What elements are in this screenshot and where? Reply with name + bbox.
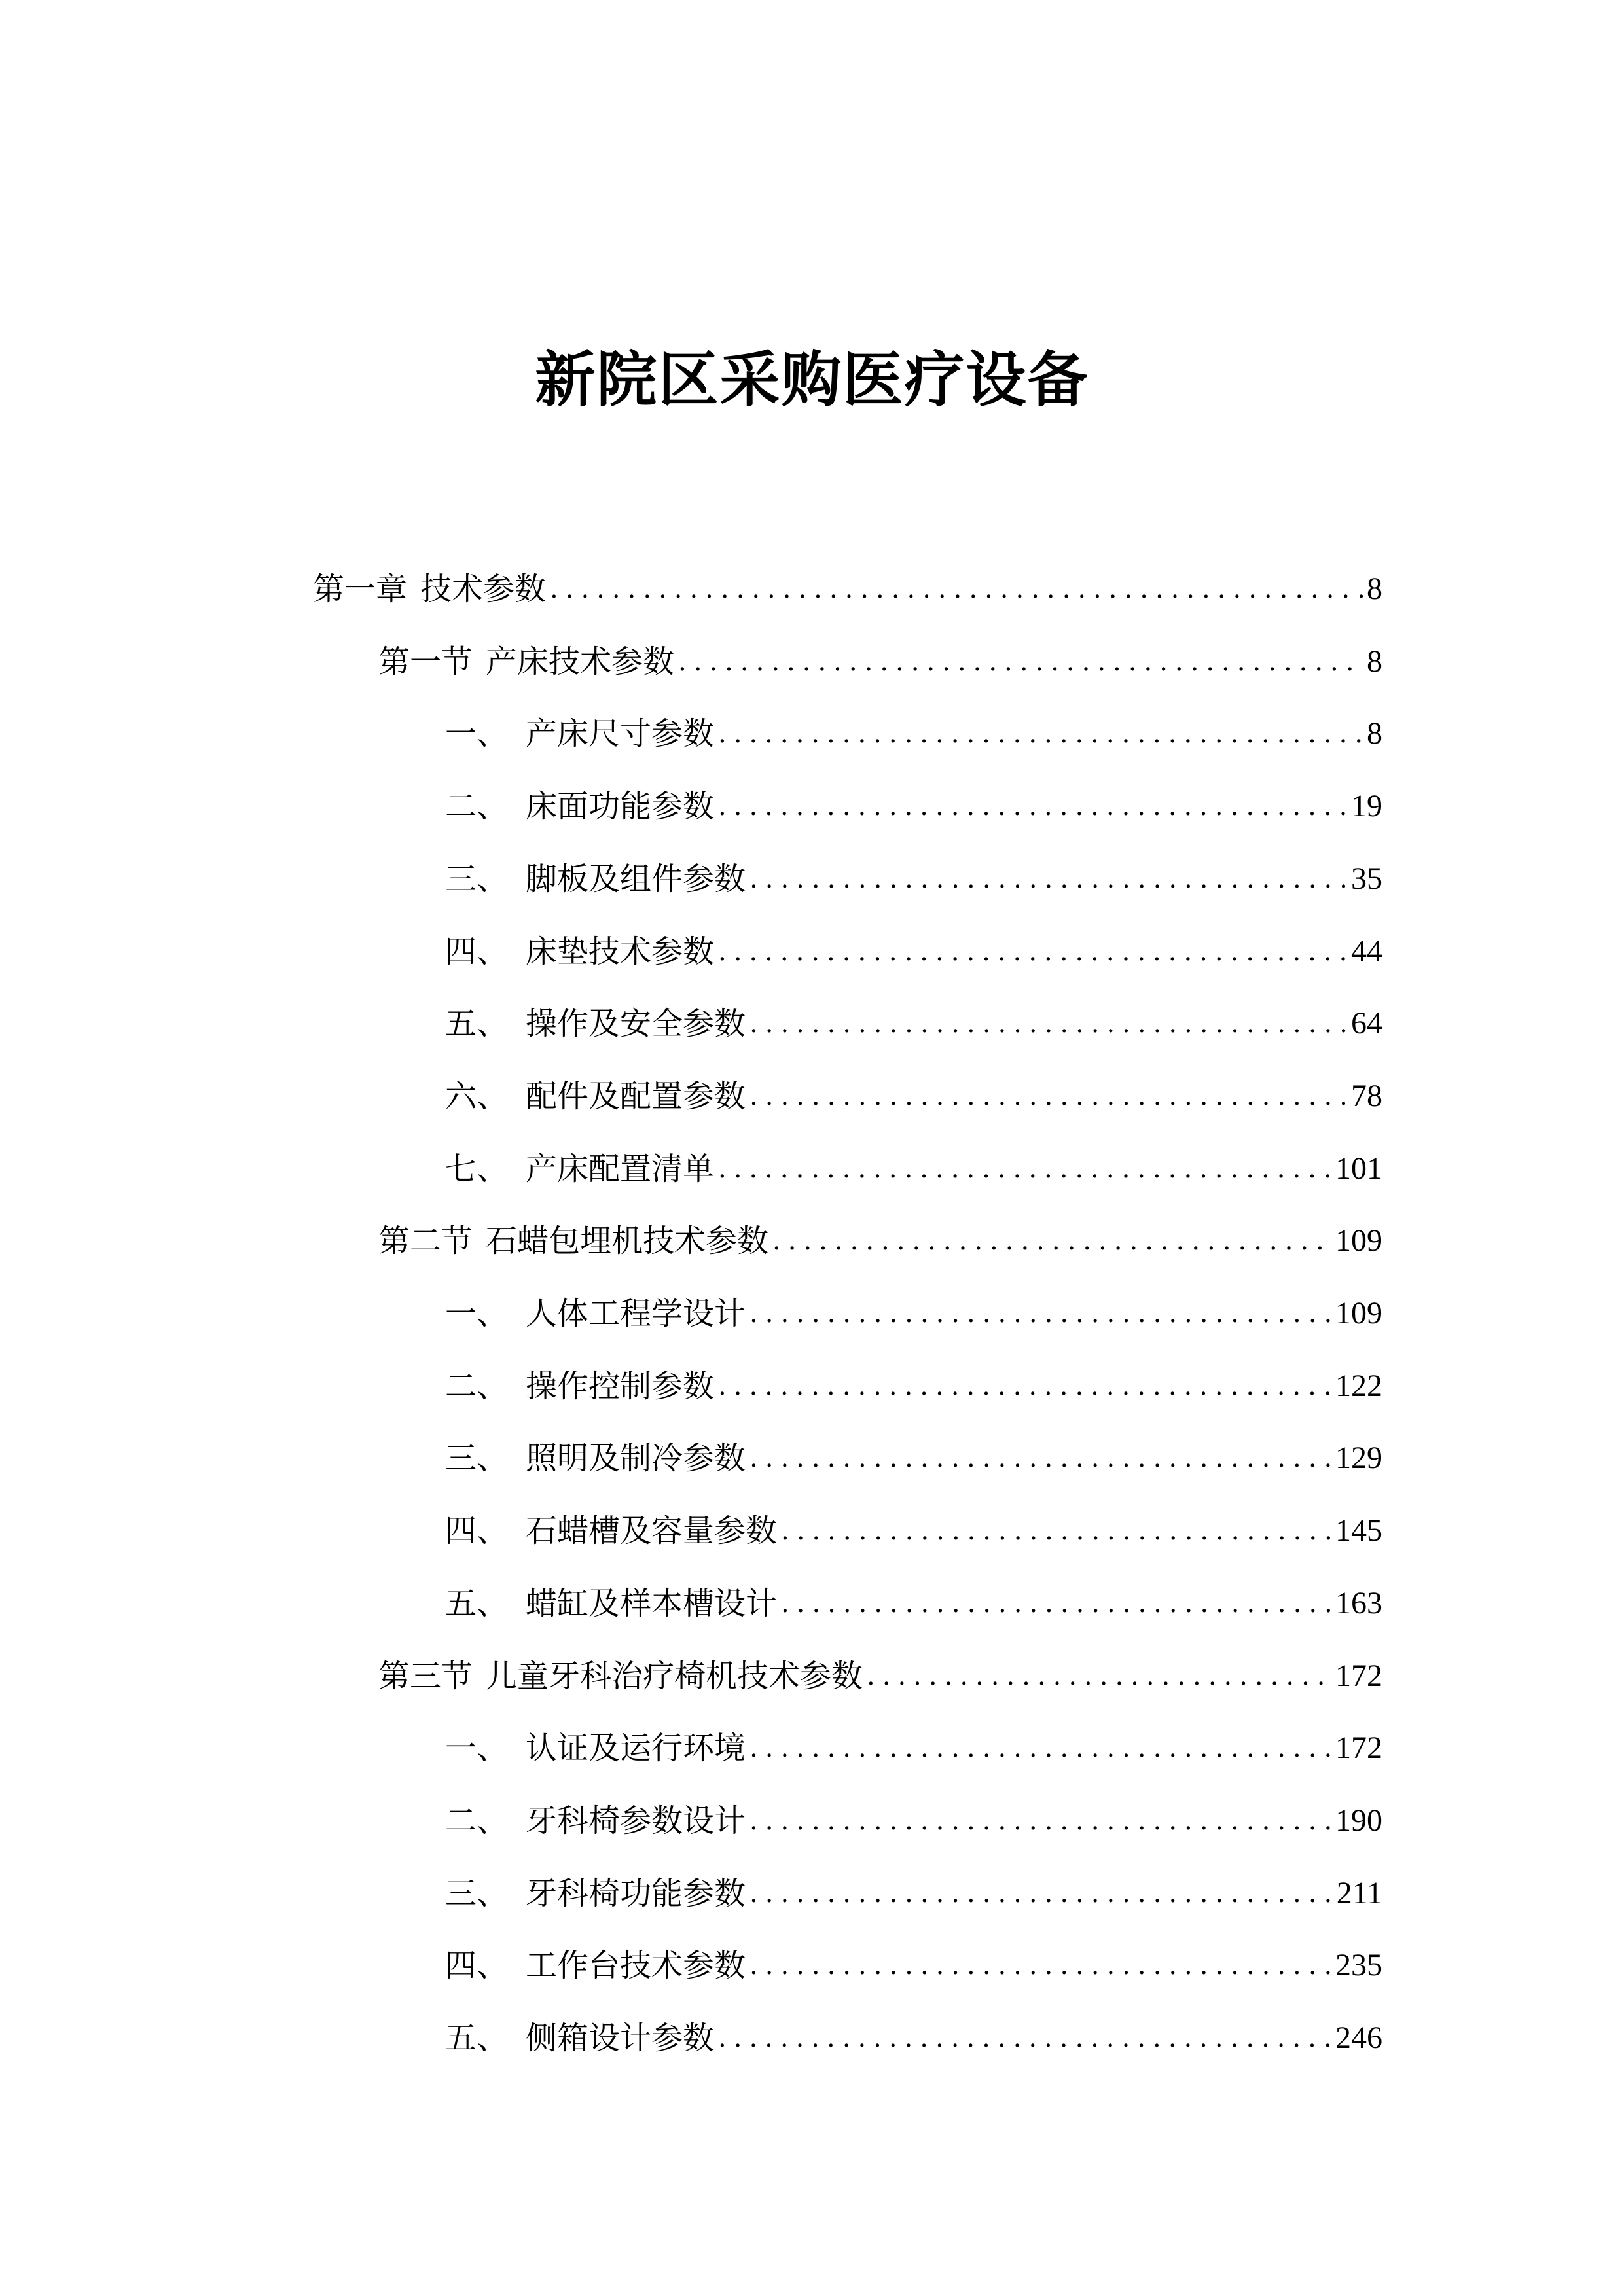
dot-leader <box>749 1060 1347 1132</box>
toc-entry-page: 172 <box>1335 1658 1382 1693</box>
toc-entry-page: 8 <box>1367 716 1382 751</box>
dot-leader <box>781 1568 1331 1640</box>
toc-entry[interactable] <box>445 988 1382 1060</box>
toc-entry-prefix: 四、 <box>445 1947 509 1984</box>
toc-entry-prefix: 五、 <box>445 1005 509 1043</box>
dot-leader <box>749 1278 1331 1350</box>
toc-entry-title: 产床配置清单 <box>526 1150 715 1187</box>
toc-entry-title: 床面功能参数 <box>526 788 715 825</box>
toc-entry-page: 35 <box>1351 861 1382 896</box>
dot-leader <box>749 1857 1333 1929</box>
toc-entry-prefix: 四、 <box>445 1513 509 1550</box>
toc-entry-page: 8 <box>1367 571 1382 606</box>
toc-entry-prefix: 一、 <box>445 1295 509 1332</box>
toc-entry-page: 101 <box>1335 1151 1382 1186</box>
toc-entry-prefix: 五、 <box>445 1585 509 1622</box>
toc-entry[interactable] <box>445 1568 1382 1640</box>
toc-entry-prefix: 五、 <box>445 2020 509 2056</box>
dot-leader <box>772 1205 1331 1277</box>
toc-entry[interactable] <box>445 698 1382 770</box>
dot-leader <box>718 770 1347 842</box>
toc-entry-title: 脚板及组件参数 <box>526 860 746 897</box>
toc-entry-prefix: 一、 <box>445 715 509 753</box>
toc-entry-prefix: 三、 <box>445 1440 509 1477</box>
toc-entry-title: 蜡缸及样本槽设计 <box>526 1585 778 1622</box>
toc-entry[interactable] <box>378 1205 1382 1277</box>
toc-entry[interactable] <box>445 1929 1382 2001</box>
toc-entry[interactable] <box>378 626 1382 698</box>
toc-entry-title: 侧箱设计参数 <box>526 2020 715 2056</box>
toc-entry-title: 认证及运行环境 <box>526 1730 746 1767</box>
toc-entry-page: 163 <box>1335 1585 1382 1621</box>
dot-leader <box>749 1712 1331 1784</box>
toc-entry[interactable] <box>445 1133 1382 1205</box>
dot-leader <box>678 626 1363 698</box>
toc-entry-title: 石蜡槽及容量参数 <box>526 1513 778 1550</box>
dot-leader <box>718 1350 1331 1422</box>
toc-entry-page: 109 <box>1335 1296 1382 1331</box>
toc-entry-prefix: 第二节 <box>378 1223 473 1260</box>
toc-entry-title: 床垫技术参数 <box>526 933 715 970</box>
toc-entry-title: 石蜡包埋机技术参数 <box>486 1223 769 1260</box>
toc-entry-page: 64 <box>1351 1006 1382 1041</box>
toc-entry-prefix: 六、 <box>445 1077 509 1115</box>
toc-entry-title: 工作台技术参数 <box>526 1947 746 1984</box>
dot-leader <box>781 1495 1331 1567</box>
toc-entry-page: 145 <box>1335 1513 1382 1549</box>
toc-entry-title: 牙科椅功能参数 <box>526 1874 746 1912</box>
toc-entry-prefix: 四、 <box>445 933 509 970</box>
toc-entry-page: 129 <box>1335 1441 1382 1476</box>
toc-entry[interactable] <box>378 1640 1382 1712</box>
toc-entry-title: 操作控制参数 <box>526 1367 715 1405</box>
toc-entry-title: 牙科椅参数设计 <box>526 1802 746 1839</box>
toc-entry[interactable] <box>445 1495 1382 1567</box>
document-title: 新院区采购医疗设备 <box>535 344 1089 415</box>
dot-leader <box>749 988 1347 1060</box>
toc-entry-page: 122 <box>1335 1368 1382 1403</box>
toc-entry-prefix: 三、 <box>445 860 509 897</box>
toc-entry[interactable] <box>445 1422 1382 1494</box>
toc-entry-prefix: 二、 <box>445 788 509 825</box>
dot-leader <box>718 2002 1331 2074</box>
toc-entry-page: 109 <box>1335 1223 1382 1259</box>
toc-entry-page: 19 <box>1351 789 1382 824</box>
toc-entry[interactable] <box>445 1060 1382 1132</box>
toc-entry-title: 技术参数 <box>420 571 547 607</box>
toc-entry-prefix: 七、 <box>445 1150 509 1187</box>
toc-entry-page: 246 <box>1335 2020 1382 2055</box>
toc-entry-prefix: 第一章 <box>313 571 408 607</box>
dot-leader <box>867 1640 1331 1712</box>
toc-entry-prefix: 三、 <box>445 1874 509 1912</box>
toc-entry[interactable] <box>445 770 1382 842</box>
dot-leader <box>749 1422 1331 1494</box>
toc-entry-page: 78 <box>1351 1078 1382 1113</box>
toc-entry-title: 操作及安全参数 <box>526 1005 746 1043</box>
toc-entry-title: 儿童牙科治疗椅机技术参数 <box>486 1657 863 1695</box>
toc-entry[interactable] <box>445 1712 1382 1784</box>
toc-entry[interactable] <box>313 553 1382 625</box>
dot-leader <box>550 553 1363 625</box>
toc-entry-page: 211 <box>1336 1875 1382 1910</box>
toc-entry[interactable] <box>445 2002 1382 2074</box>
toc-entry-prefix: 一、 <box>445 1730 509 1767</box>
toc-entry-prefix: 第三节 <box>378 1657 473 1695</box>
toc-entry[interactable] <box>445 1350 1382 1422</box>
dot-leader <box>718 1133 1331 1205</box>
toc-entry-title: 产床尺寸参数 <box>526 715 715 753</box>
toc-entry-title: 配件及配置参数 <box>526 1077 746 1115</box>
dot-leader <box>718 698 1363 770</box>
toc-entry-title: 产床技术参数 <box>486 643 675 680</box>
toc-entry-page: 8 <box>1367 643 1382 679</box>
toc-entry-page: 172 <box>1335 1731 1382 1766</box>
dot-leader <box>749 843 1347 915</box>
toc-entry[interactable] <box>445 843 1382 915</box>
toc-entry[interactable] <box>445 1785 1382 1857</box>
toc-entry-title: 人体工程学设计 <box>526 1295 746 1332</box>
toc-entry-prefix: 二、 <box>445 1367 509 1405</box>
toc-entry-title: 照明及制冷参数 <box>526 1440 746 1477</box>
toc-entry[interactable] <box>445 916 1382 988</box>
dot-leader <box>749 1929 1331 2001</box>
toc-entry-page: 44 <box>1351 933 1382 969</box>
toc-entry[interactable] <box>445 1857 1382 1929</box>
toc-entry[interactable] <box>445 1278 1382 1350</box>
dot-leader <box>749 1785 1331 1857</box>
toc-entry-prefix: 第一节 <box>378 643 473 680</box>
toc-entry-prefix: 二、 <box>445 1802 509 1839</box>
dot-leader <box>718 916 1347 988</box>
toc-entry-page: 190 <box>1335 1803 1382 1838</box>
toc-entry-page: 235 <box>1335 1948 1382 1983</box>
